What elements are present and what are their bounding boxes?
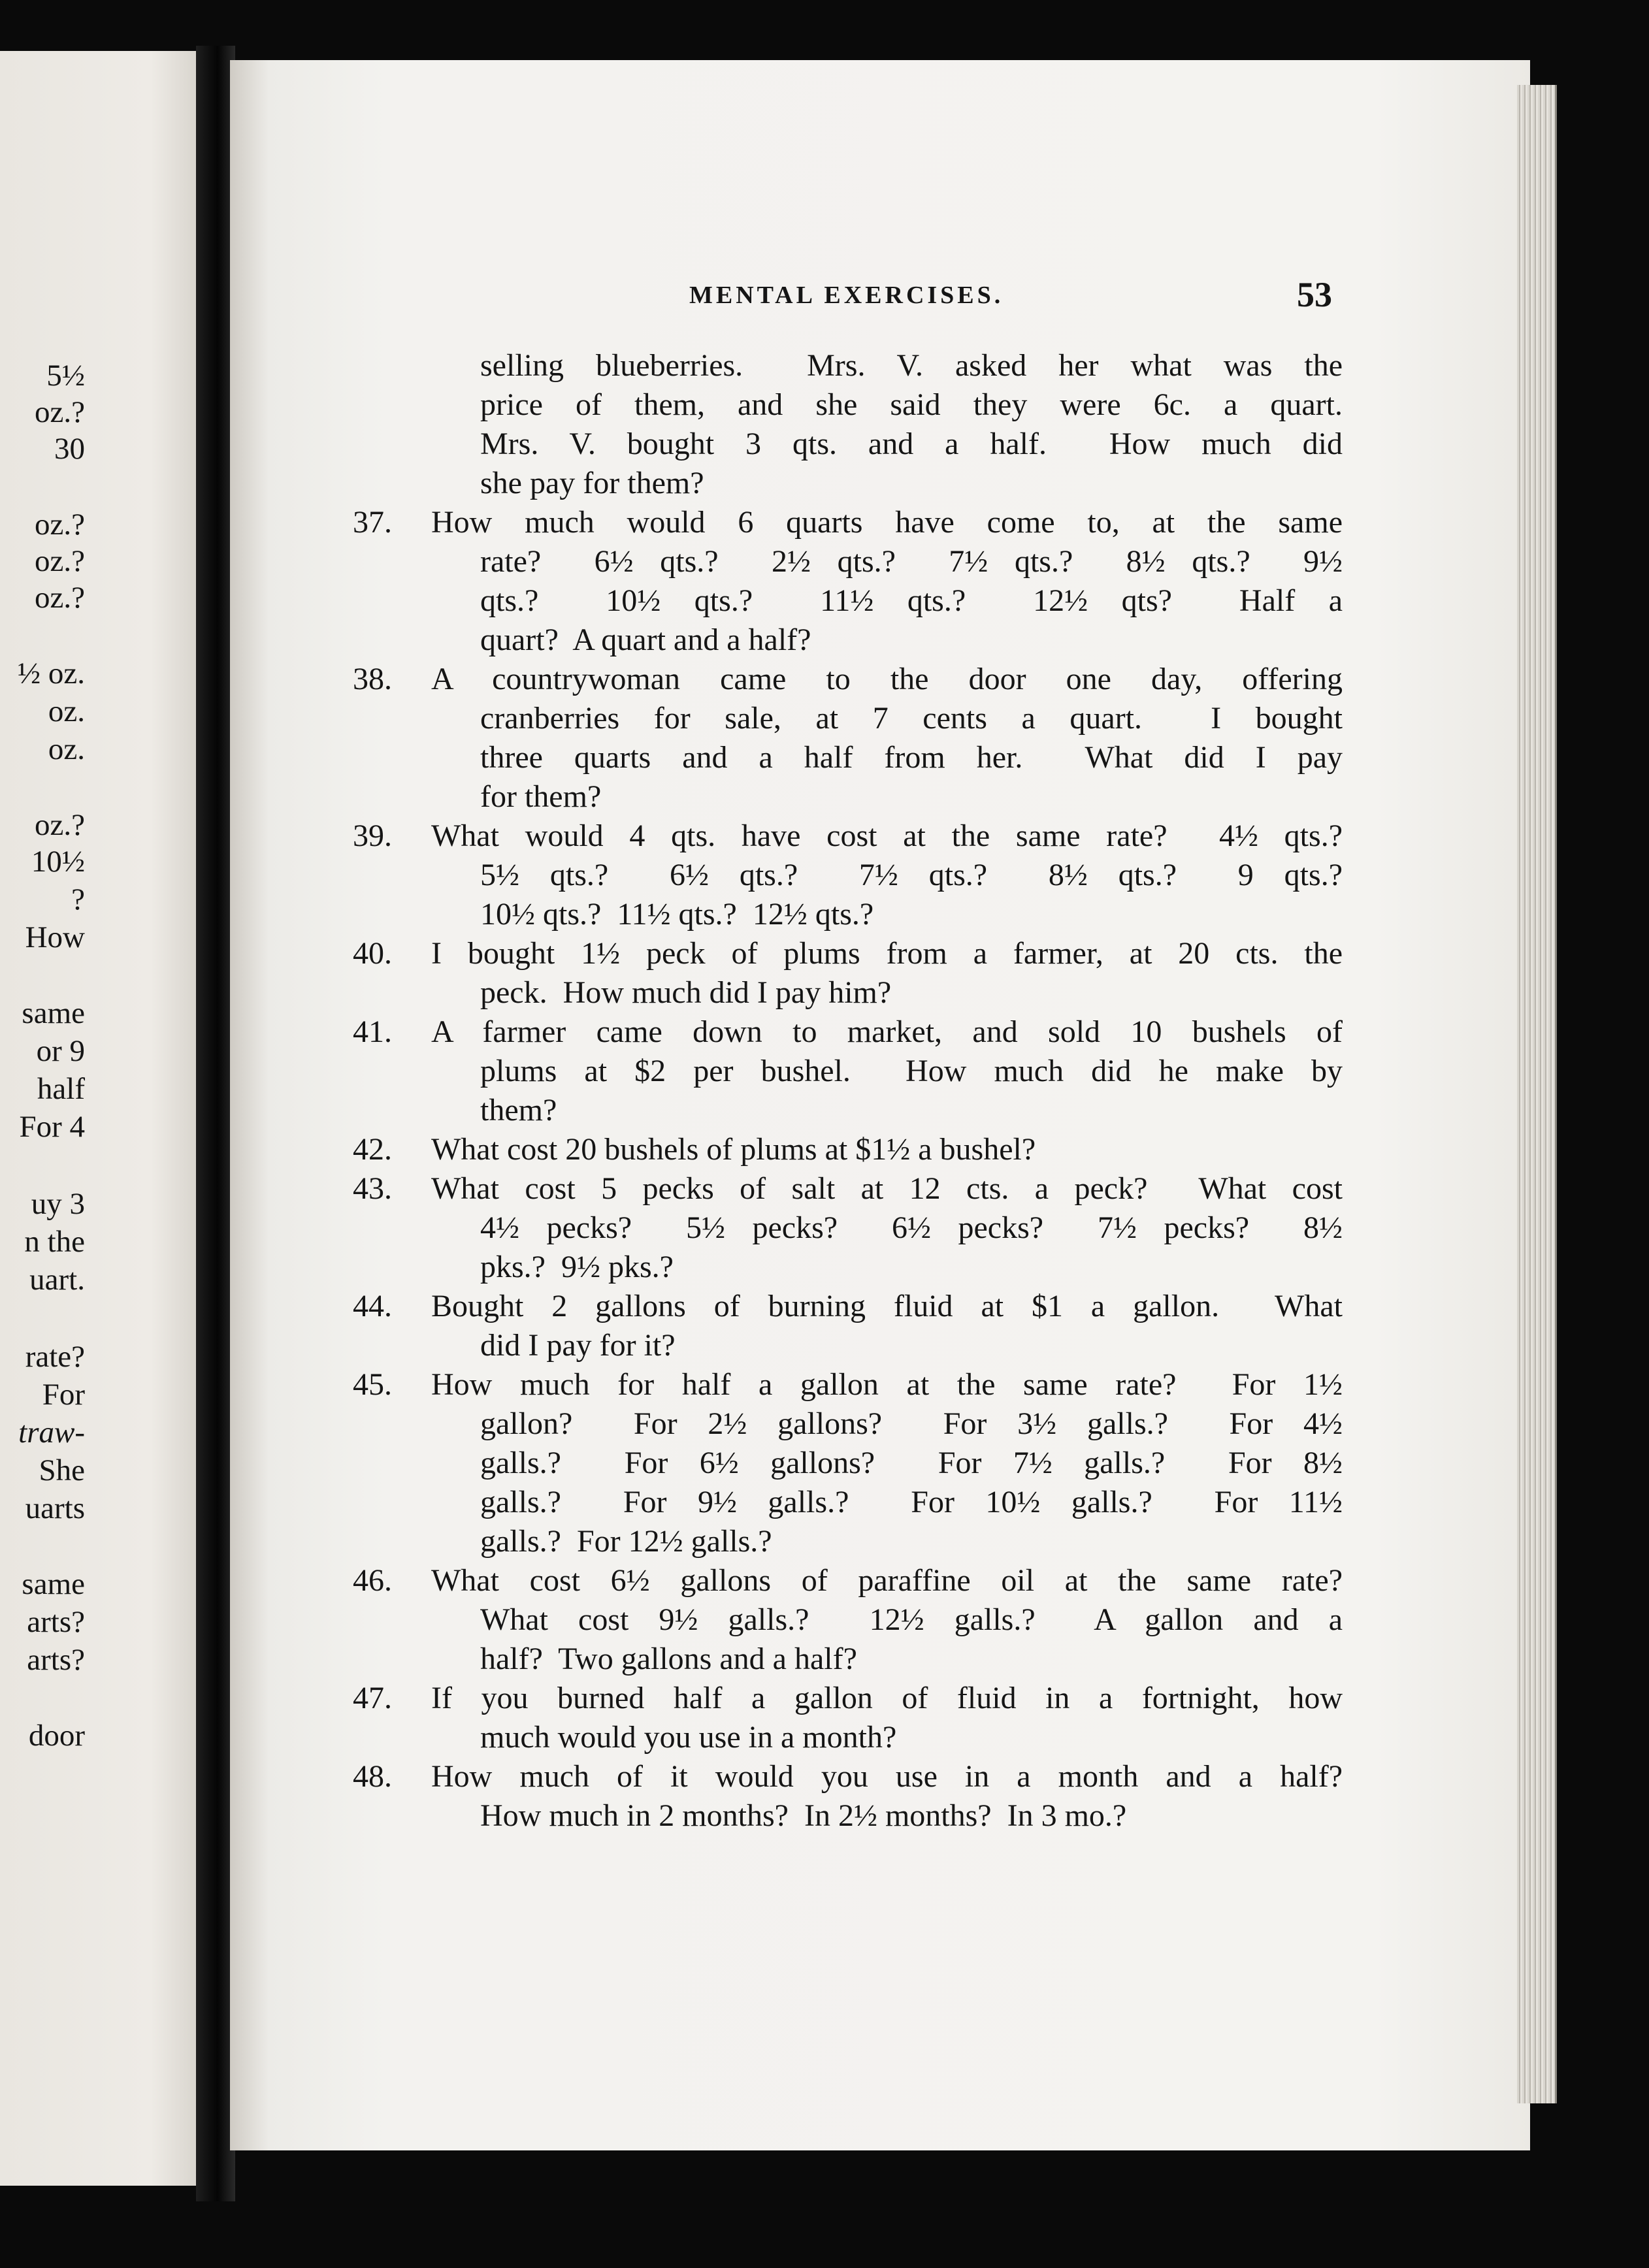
line-text: half? Two gallons and a half? [480,1642,857,1676]
left-page-fragment: 5½ [46,359,85,393]
exercise-number: 45. [353,1367,392,1402]
exercise-45 [353,1365,1343,1561]
exercise-42 [353,1130,1343,1169]
text-line [353,1012,1343,1052]
text-line [353,1052,1343,1091]
text-line [353,738,1343,777]
line-text: A farmer came down to market, and sold 10 bushels of [431,1014,1343,1049]
left-page-fragment: oz. [48,732,85,766]
left-page-fragment: arts? [27,1643,85,1677]
left-page-fragment: rate? [25,1340,85,1374]
line-text: gallon? For 2½ gallons? For 3½ galls.? For 4½ [480,1406,1343,1441]
line-text: What cost 20 bushels of plums at $1½ a bushel? [431,1132,1036,1167]
line-text: price of them, and she said they were 6c. a quart. [480,387,1343,422]
text-line [353,1483,1343,1522]
line-text: qts.? 10½ qts.? 11½ qts.? 12½ qts? Half a [480,583,1343,618]
exercise-number: 41. [353,1014,392,1049]
exercise-37 [353,503,1343,660]
line-text: selling blueberries. Mrs. V. asked her what was the [480,348,1343,383]
exercise-list [353,346,1343,1836]
exercise-number: 43. [353,1171,392,1206]
line-text: plums at $2 per bushel. How much did he make by [480,1054,1343,1088]
text-line [353,817,1343,856]
text-line [353,1287,1343,1326]
exercise-40 [353,934,1343,1012]
line-text: cranberries for sale, at 7 cents a quart. I bought [480,701,1343,736]
exercise-47 [353,1679,1343,1757]
running-head: MENTAL EXERCISES. [689,282,1004,309]
left-page-fragment: same [22,1567,85,1601]
left-page-fragment: 30 [54,432,85,466]
left-page-fragment: uart. [29,1263,85,1297]
line-text: them? [480,1093,557,1127]
text-line [353,660,1343,699]
text-line [353,1326,1343,1365]
line-text: What would 4 qts. have cost at the same rate? 4½ qts.? [431,818,1343,853]
text-line [353,385,1343,425]
text-line [353,464,1343,503]
text-line [353,1404,1343,1444]
line-text: 10½ qts.? 11½ qts.? 12½ qts.? [480,897,874,932]
line-text: What cost 9½ galls.? 12½ galls.? A gallon and a [480,1602,1343,1637]
line-text: did I pay for it? [480,1328,676,1363]
text-line [353,1444,1343,1483]
line-text: What cost 6½ gallons of paraffine oil at the same rate? [431,1563,1343,1598]
line-text: peck. How much did I pay him? [480,975,892,1010]
exercise-36-cont [353,346,1343,503]
left-page-fragment: uarts [25,1491,85,1525]
text-line [353,699,1343,738]
text-line [353,1600,1343,1640]
text-line [353,1130,1343,1169]
line-text: I bought 1½ peck of plums from a farmer, at 20 cts. the [431,936,1343,971]
left-page-fragment: oz. [48,694,85,728]
left-page-fragment: oz.? [35,395,85,429]
exercise-41 [353,1012,1343,1130]
exercise-number: 39. [353,818,392,853]
exercise-number: 38. [353,662,392,696]
left-page-fragment: door [28,1719,85,1753]
line-text: 4½ pecks? 5½ pecks? 6½ pecks? 7½ pecks? 8½ [480,1210,1343,1245]
text-line [353,1718,1343,1757]
text-line [353,1796,1343,1836]
text-line [353,503,1343,542]
text-line [353,777,1343,817]
text-line [353,1091,1343,1130]
line-text: rate? 6½ qts.? 2½ qts.? 7½ qts.? 8½ qts.? 9½ [480,544,1343,579]
text-line [353,856,1343,895]
left-page-fragment: oz.? [35,508,85,542]
line-text: galls.? For 12½ galls.? [480,1524,772,1559]
line-text: galls.? For 9½ galls.? For 10½ galls.? For 11½ [480,1485,1343,1519]
exercise-number: 48. [353,1759,392,1794]
text-line [353,1248,1343,1287]
exercise-number: 40. [353,936,392,971]
exercise-46 [353,1561,1343,1679]
text-line [353,1640,1343,1679]
exercise-43 [353,1169,1343,1287]
left-page-fragment: oz.? [35,544,85,578]
line-text: quart? A quart and a half? [480,623,811,657]
text-line [353,1365,1343,1404]
line-text: What cost 5 pecks of salt at 12 cts. a peck? What cost [431,1171,1343,1206]
exercise-44 [353,1287,1343,1365]
text-line [353,621,1343,660]
text-line [353,1522,1343,1561]
line-text: A countrywoman came to the door one day, offering [431,662,1343,696]
line-text: How much in 2 months? In 2½ months? In 3 mo.? [480,1798,1127,1833]
left-page-fragment: half [37,1072,85,1106]
left-page-fragment: arts? [27,1605,85,1639]
text-line [353,581,1343,621]
left-page-fragment: For [42,1378,85,1412]
text-line [353,1757,1343,1796]
left-page-fragment: same [22,996,85,1030]
text-line [353,1169,1343,1208]
book-gutter [196,46,235,2201]
page-edges [1517,85,1557,2103]
line-text: How much of it would you use in a month and a half? [431,1759,1343,1794]
line-text: for them? [480,779,602,814]
exercise-number: 47. [353,1681,392,1715]
exercise-number: 44. [353,1289,392,1323]
page-number: 53 [1297,275,1332,314]
line-text: How much would 6 quarts have come to, at the same [431,505,1343,540]
text-line [353,1561,1343,1600]
text-line [353,934,1343,973]
exercise-48 [353,1757,1343,1836]
line-text: three quarts and a half from her. What did I pay [480,740,1343,775]
exercise-number: 46. [353,1563,392,1598]
exercise-38 [353,660,1343,817]
exercise-number: 37. [353,505,392,540]
line-text: much would you use in a month? [480,1720,897,1755]
left-page-fragment: n the [24,1225,85,1259]
text-line [353,425,1343,464]
text-line [353,1208,1343,1248]
left-page-fragment: uy 3 [31,1187,85,1221]
left-page-fragment: How [25,920,85,954]
text-line [353,1679,1343,1718]
left-page-text-fragments [0,0,216,2268]
exercise-number: 42. [353,1132,392,1167]
left-page-fragment: oz.? [35,808,85,842]
text-line [353,973,1343,1012]
line-text: 5½ qts.? 6½ qts.? 7½ qts.? 8½ qts.? 9 qts.? [480,858,1343,892]
left-page-fragment: ? [71,883,85,916]
left-page-fragment: 10½ [31,845,85,879]
left-page-fragment: She [39,1453,85,1487]
line-text: she pay for them? [480,466,704,500]
left-page-fragment: ½ oz. [17,656,85,690]
line-text: How much for half a gallon at the same rate? For 1½ [431,1367,1343,1402]
left-page-fragment: For 4 [19,1110,85,1144]
left-page-fragment: traw- [18,1416,85,1450]
line-text: Bought 2 gallons of burning fluid at $1 a gallon. What [431,1289,1343,1323]
line-text: If you burned half a gallon of fluid in a fortnight, how [431,1681,1343,1715]
text-line [353,346,1343,385]
text-line [353,895,1343,934]
left-page-fragment: oz.? [35,581,85,615]
line-text: pks.? 9½ pks.? [480,1250,674,1284]
left-page-fragment: or 9 [36,1034,85,1068]
line-text: galls.? For 6½ gallons? For 7½ galls.? For 8½ [480,1446,1343,1480]
text-line [353,542,1343,581]
exercise-39 [353,817,1343,934]
line-text: Mrs. V. bought 3 qts. and a half. How much did [480,427,1343,461]
